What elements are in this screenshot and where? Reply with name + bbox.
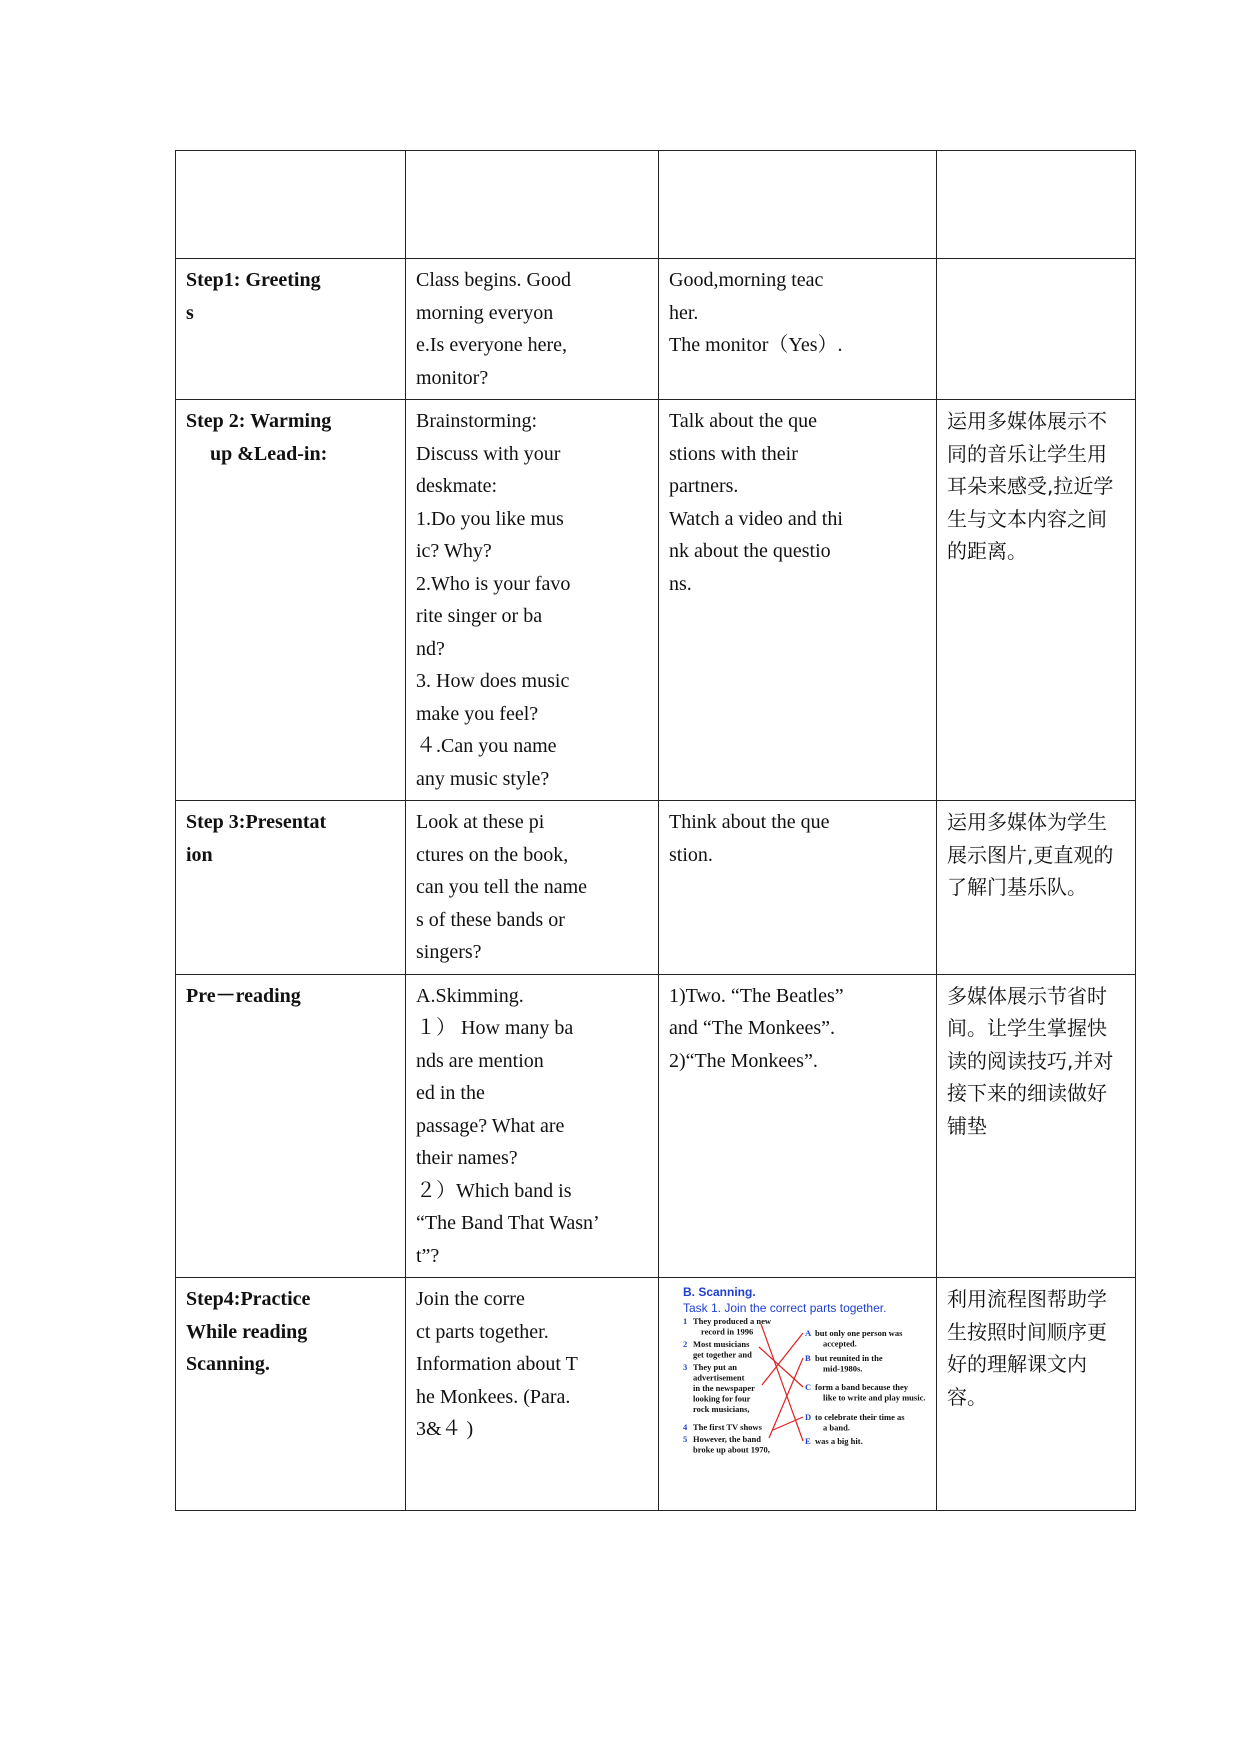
step-cell <box>176 801 406 975</box>
student-activity-line: Watch a video and thi <box>669 507 843 530</box>
design-purpose-cell <box>937 974 1136 1278</box>
table-row <box>176 801 1136 975</box>
student-activity-cell <box>659 400 937 801</box>
teacher-activity-line: morning everyon <box>416 301 554 324</box>
teacher-activity-line: e.Is everyone here, <box>416 334 568 356</box>
step-label: While reading <box>186 1320 308 1343</box>
teacher-activity-cell <box>406 801 659 975</box>
teacher-activity-line: s of these bands or <box>416 908 565 931</box>
teacher-activity-line: Class begins. Good <box>416 269 571 291</box>
right-item-text: like to write and play music. <box>823 1392 926 1403</box>
step-label: up &Lead-in: <box>210 442 328 465</box>
right-item-letter: D <box>805 1412 812 1422</box>
teacher-activity-line: 2.Who is your favo <box>416 572 571 595</box>
step-cell <box>176 151 406 259</box>
scanning-title: B. Scanning. <box>683 1285 756 1299</box>
table-row <box>176 400 1136 801</box>
table-row <box>176 1278 1136 1511</box>
step-label: Step 2: Warming <box>186 410 332 432</box>
right-item-letter: B <box>805 1353 811 1363</box>
student-activity-cell <box>659 259 937 400</box>
left-item-text: They produced a new <box>693 1316 772 1326</box>
right-item-letter: C <box>805 1382 812 1392</box>
design-purpose-cell <box>937 151 1136 259</box>
student-activity-line: her. <box>669 301 699 324</box>
left-item-text: record in 1996 <box>701 1326 754 1337</box>
teacher-activity-line: t”? <box>416 1244 440 1267</box>
teacher-activity-line: Discuss with your <box>416 442 561 465</box>
student-activity-cell <box>659 151 937 259</box>
table-row <box>176 259 1136 400</box>
student-activity-line: Good,morning teac <box>669 269 824 291</box>
design-purpose-cell <box>937 400 1136 801</box>
teacher-activity-line: make you feel? <box>416 702 539 725</box>
left-item-text: in the newspaper <box>693 1383 755 1393</box>
student-activity-line: and “The Monkees”. <box>669 1017 836 1039</box>
teacher-activity-line: ic? Why? <box>416 540 492 562</box>
lesson-plan-table <box>175 150 1136 1511</box>
left-item-text: The first TV shows <box>693 1422 762 1432</box>
table-row <box>176 151 1136 259</box>
step-cell <box>176 974 406 1278</box>
teacher-activity-line: Join the corre <box>416 1288 525 1310</box>
design-purpose-cell <box>937 1278 1136 1511</box>
left-item-number: 1 <box>683 1316 688 1326</box>
step-label: Step4:Practice <box>186 1288 311 1310</box>
design-purpose-text: 利用流程图帮助学生按照时间顺序更好的理解课文内容。 <box>947 1287 1107 1409</box>
step-cell <box>176 259 406 400</box>
teacher-activity-line: ct parts together. <box>416 1320 549 1343</box>
design-purpose-cell <box>937 801 1136 975</box>
teacher-activity-cell <box>406 1278 659 1511</box>
right-item-text: form a band because they <box>815 1382 909 1392</box>
teacher-activity-line: Look at these pi <box>416 811 545 833</box>
student-activity-line: stions with their <box>669 442 798 465</box>
table-row <box>176 974 1136 1278</box>
step-label: Pre－reading <box>186 984 301 1007</box>
teacher-activity-line: A.Skimming. <box>416 984 524 1007</box>
teacher-activity-line: Information about T <box>416 1353 578 1375</box>
student-activity-cell <box>659 1278 937 1511</box>
teacher-activity-line: passage? What are <box>416 1114 565 1137</box>
teacher-activity-line: their names? <box>416 1147 518 1169</box>
left-item-text: rock musicians, <box>693 1404 750 1414</box>
teacher-activity-line: singers? <box>416 941 482 963</box>
lesson-plan-body <box>176 151 1136 1511</box>
design-purpose-text: 运用多媒体展示不同的音乐让学生用耳朵来感受,拉近学生与文本内容之间的距离。 <box>947 409 1114 563</box>
teacher-activity-line: 1.Do you like mus <box>416 507 564 530</box>
right-item-text: but reunited in the <box>815 1353 883 1363</box>
teacher-activity-line: Brainstorming: <box>416 410 538 432</box>
design-purpose-text: 运用多媒体为学生展示图片,更直观的了解门基乐队。 <box>947 810 1114 899</box>
scanning-subtitle: Task 1. Join the correct parts together. <box>683 1301 887 1315</box>
teacher-activity-cell <box>406 974 659 1278</box>
teacher-activity-line: can you tell the name <box>416 876 588 898</box>
student-activity-line: Think about the que <box>669 811 830 833</box>
teacher-activity-line: ctures on the book, <box>416 843 569 866</box>
right-item-text: accepted. <box>823 1338 857 1349</box>
teacher-activity-cell <box>406 400 659 801</box>
right-item-letter: E <box>805 1436 811 1446</box>
teacher-activity-line: any music style? <box>416 767 550 790</box>
teacher-activity-line: １） How many ba <box>416 1017 574 1039</box>
teacher-activity-line: monitor? <box>416 366 489 389</box>
student-activity-line: Talk about the que <box>669 410 817 432</box>
step-cell <box>176 1278 406 1511</box>
match-line <box>762 1333 803 1385</box>
right-item-text: but only one person was <box>815 1328 903 1338</box>
student-activity-line: 1)Two. “The Beatles” <box>669 984 844 1007</box>
student-activity-line: partners. <box>669 475 739 497</box>
teacher-activity-line: “The Band That Wasn’ <box>416 1212 600 1234</box>
step-label: ion <box>186 843 213 866</box>
student-activity-line: The monitor（Yes）. <box>669 334 843 356</box>
step-label: Step1: Greeting <box>186 269 321 291</box>
teacher-activity-line: nds are mention <box>416 1049 544 1072</box>
teacher-activity-line: ed in the <box>416 1082 485 1104</box>
teacher-activity-line: ４.Can you name <box>416 735 557 757</box>
left-item-number: 3 <box>683 1362 688 1372</box>
design-purpose-cell <box>937 259 1136 400</box>
step-cell <box>176 400 406 801</box>
left-item-text: broke up about 1970, <box>693 1444 770 1455</box>
right-item-text: to celebrate their time as <box>815 1412 905 1422</box>
student-activity-line: ns. <box>669 572 692 595</box>
left-item-text: However, the band <box>693 1434 761 1444</box>
design-purpose-text: 多媒体展示节省时间。让学生掌握快读的阅读技巧,并对接下来的细读做好铺垫 <box>947 983 1114 1138</box>
student-activity-cell <box>659 974 937 1278</box>
student-activity-line: stion. <box>669 843 713 866</box>
teacher-activity-line: 3&４ ) <box>416 1418 474 1440</box>
teacher-activity-cell <box>406 151 659 259</box>
left-item-text: get together and <box>693 1349 752 1360</box>
right-item-letter: A <box>805 1328 812 1338</box>
teacher-activity-line: 3. How does music <box>416 670 570 692</box>
left-item-text: Most musicians <box>693 1339 750 1349</box>
scanning-task-figure <box>665 1280 927 1470</box>
teacher-activity-cell <box>406 259 659 400</box>
step-label: s <box>186 301 194 324</box>
teacher-activity-line: he Monkees. (Para. <box>416 1385 571 1408</box>
student-activity-line: 2)“The Monkees”. <box>669 1049 818 1072</box>
step-label: Scanning. <box>186 1353 270 1375</box>
step-label: Step 3:Presentat <box>186 811 327 833</box>
teacher-activity-line: deskmate: <box>416 475 498 497</box>
right-item-text: a band. <box>823 1422 850 1433</box>
teacher-activity-line: ２）Which band is <box>416 1179 572 1202</box>
left-item-text: advertisement <box>693 1372 745 1383</box>
right-item-text: mid-1980s. <box>823 1363 863 1374</box>
right-item-text: was a big hit. <box>815 1436 863 1446</box>
left-item-text: looking for four <box>693 1393 751 1404</box>
left-item-number: 5 <box>683 1434 688 1444</box>
left-item-number: 2 <box>683 1339 688 1349</box>
student-activity-cell <box>659 801 937 975</box>
teacher-activity-line: rite singer or ba <box>416 605 543 627</box>
left-item-number: 4 <box>683 1422 688 1432</box>
student-activity-line: nk about the questio <box>669 540 831 562</box>
left-item-text: They put an <box>693 1362 737 1372</box>
teacher-activity-line: nd? <box>416 637 445 660</box>
